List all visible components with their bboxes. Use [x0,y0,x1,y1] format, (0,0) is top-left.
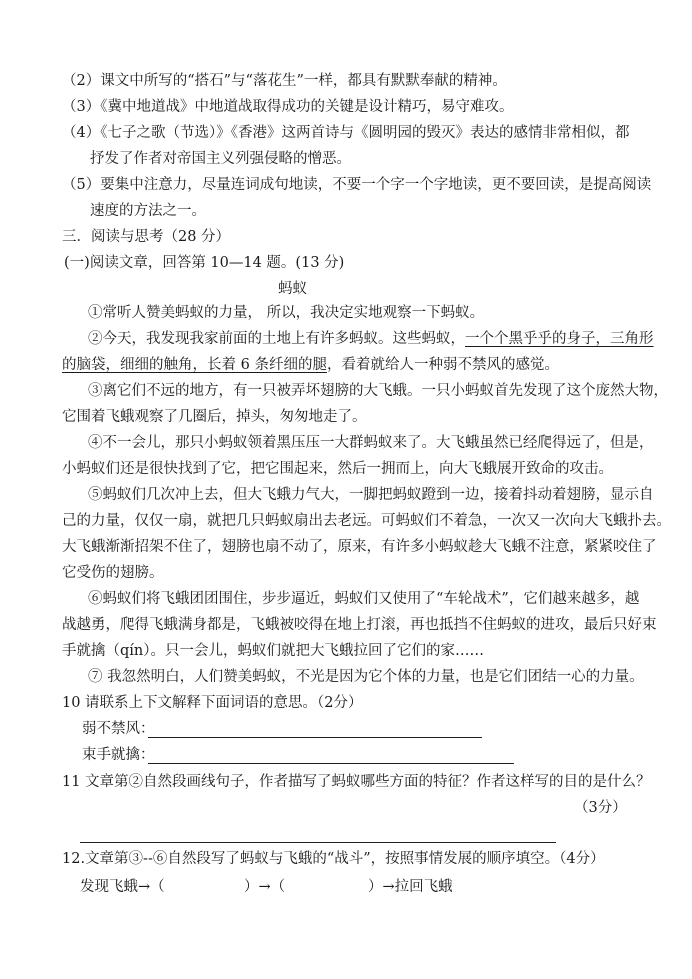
q12-sequence-middle: ）→（ [244,879,286,895]
paragraph-2-tail-text: ，看着就给人一种弱不禁风的感觉。 [326,357,559,373]
judgment-item-5-line2: 速度的方法之一。 [90,203,206,219]
q10-answer-line-1[interactable] [148,737,482,738]
paragraph-5-line2: 己的力量，仅仅一扇，就把几只蚂蚁扇出去老远。可蚂蚁们不着急，一次又一次向大飞蛾扑去。 [62,513,671,529]
paragraph-5-line1: ⑤蚂蚁们几次冲上去，但大飞蛾力气大，一脚把蚂蚁蹬到一边，接着抖动着翅膀，显示自 [88,487,654,503]
section-heading: 三．阅读与思考（28 分） [62,229,231,245]
paragraph-2-line1 [88,329,654,349]
paragraph-7: ⑦ 我忽然明白，人们赞美蚂蚁，不光是因为它个体的力量，也是它们团结一心的力量。 [88,669,644,685]
article-title: 蚂蚁 [278,281,307,297]
paragraph-3-line1: ③离它们不远的地方，有一只被弄坏翅膀的大飞蛾。一只小蚂蚁首先发现了这个庞然大物， [88,383,668,399]
q10-word-2-label: 束手就擒： [82,747,155,763]
question-12: 12.文章第③--⑥自然段写了蚂蚁与飞蛾的“战斗”，按照事情发展的顺序填空。（4分） [62,851,605,867]
paragraph-4-line1: ④不一会儿，那只小蚂蚁领着黑压压一大群蚂蚁来了。大飞蛾虽然已经爬得远了，但是， [88,435,654,451]
paragraph-6-line2: 战越勇，爬得飞蛾满身都是，飞蛾被咬得在地上打滚，再也抵挡不住蚂蚁的进攻，最后只好束 [62,617,657,633]
underlined-sentence-part1: 一个个黑乎乎的身子，三角形 [465,331,654,347]
paragraph-5-line4: 它受伤的翅膀。 [62,565,164,581]
question-10: 10 请联系上下文解释下面词语的意思。（2分） [62,695,363,711]
judgment-item-2: （2）课文中所写的“搭石”与“落花生”一样，都具有默默奉献的精神。 [62,73,507,89]
q10-word-1-label: 弱不禁风： [82,721,155,737]
q12-sequence-start: 发现飞蛾→（ [80,879,165,895]
underlined-sentence-part2: 的脑袋，细细的触角，长着 6 条纤细的腿 [62,357,327,373]
judgment-item-3: （3）《冀中地道战》中地道战取得成功的关键是设计精巧，易守难攻。 [62,99,514,115]
q10-answer-line-2[interactable] [148,763,514,764]
paragraph-5-line3: 大飞蛾渐渐招架不住了，翅膀也扇不动了，原来，有许多小蚂蚁趁大飞蛾不注意，紧紧咬住了 [62,539,657,555]
paragraph-2-line2 [62,355,559,375]
q11-answer-line[interactable] [80,842,556,843]
paragraph-1: ①常听人赞美蚂蚁的力量， 所以，我决定实地观察一下蚂蚁。 [88,305,485,321]
reading-instruction: (一)阅读文章，回答第 10—14 题。(13 分) [64,255,345,271]
paragraph-3-line2: 它围着飞蛾观察了几圈后，掉头，匆匆地走了。 [62,409,367,425]
question-11-score: （3分） [574,800,627,816]
question-11: 11 文章第②自然段画线句子，作者描写了蚂蚁哪些方面的特征？作者这样写的目的是什么？ [62,774,651,790]
judgment-item-5-line1: （5）要集中注意力，尽量连词成句地读，不要一个字一个字地读，更不要回读，是提高阅读 [62,177,652,193]
paragraph-2-plain-text: ②今天，我发现我家前面的土地上有许多蚂蚁。这些蚂蚁， [88,331,465,347]
paragraph-4-line2: 小蚂蚁们还是很快找到了它，把它围起来，然后一拥而上，向大飞蛾展开致命的攻击。 [62,461,613,477]
judgment-item-4-line2: 抒发了作者对帝国主义列强侵略的憎恶。 [90,151,351,167]
judgment-item-4-line1: （4）《七子之歌（节选）》《香港》这两首诗与《圆明园的毁灭》表达的感情非常相似，都 [62,125,630,141]
paragraph-6-line3: 手就擒（qín）。只一会儿，蚂蚁们就把大飞蛾拉回了它们的家…… [62,643,485,659]
paragraph-6-line1: ⑥蚂蚁们将飞蛾团团围住，步步逼近，蚂蚁们又使用了“车轮战术”，它们越来越多，越 [88,591,640,607]
q12-sequence-end: ）→拉回飞蛾 [368,879,453,895]
